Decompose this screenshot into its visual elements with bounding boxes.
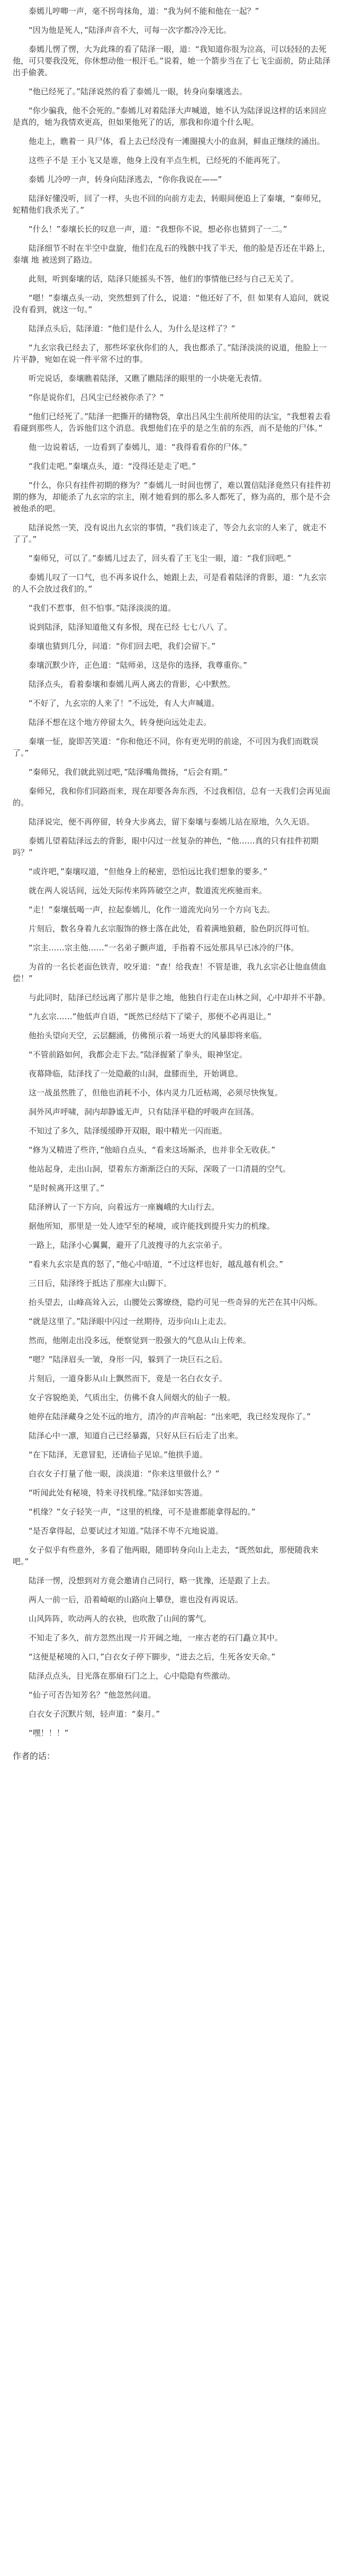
paragraph: “我们走吧。”秦壤点头，道：“没得还是走了吧。” [29, 461, 196, 471]
paragraph: 两人一前一后，沿着崎岖的山路向上攀登，谁也没有再说话。 [29, 1595, 243, 1604]
paragraph: “他们已经死了。”陆泽一把撕开的储物袋，拿出吕风尘生前所使用的法宝，“我想着去看看碰到那些人，告诉他们这个消息。我想他们在乎的是之生前的东西，而不是他的尸体。” [13, 412, 331, 433]
paragraph: 片刻后，一道身影从山上飘然而下，竟是一名白衣女子。 [29, 1374, 228, 1383]
paragraph: 与此同时，陆泽已经远离了那片是非之地，他独自行走在山林之间，心中却并不平静。 [29, 993, 331, 1002]
paragraph: 据他所知，那里是一处人迹罕至的秘境，或许能找到提升实力的机缘。 [29, 1221, 275, 1231]
paragraph: 抬头望去，山峰高耸入云，山腰处云雾缭绕，隐约可见一些奇异的光芒在其中闪烁。 [29, 1298, 323, 1307]
paragraph: 说到陆泽，陆泽知道他又有多恨，现在已经 七七八八 了。 [29, 622, 232, 632]
paragraph: 秦壤一怔，旋即苦笑道：“你和他还不同，你有更光明的前途，不可因为我们而耽误了。” [13, 737, 319, 758]
paragraph: 她停在陆泽藏身之处不远的地方，清冷的声音响起：“出来吧，我已经发现你了。” [29, 1412, 311, 1421]
paragraph: 白衣女子沉默片刻，轻声道：“秦月。” [29, 1709, 160, 1719]
paragraph: “宗主……宗主他……”一名弟子颤声道，手指着不远处那具早已冰冷的尸体。 [29, 943, 299, 953]
paragraph: 这些子不是 王小飞又是谁，他身上没有半点生机，已经死的不能再死了。 [29, 156, 285, 165]
paragraph: 陆泽点点头，目光落在那扇石门之上，心中隐隐有些激动。 [29, 1671, 236, 1681]
article-body [13, 5, 331, 1720]
paragraph: “九玄宗我已经去了，那些坏家伙你们的人，我也都杀了。”陆泽淡淡的说道，他脸上一片平静，宛如在说一件平常不过的事。 [13, 343, 327, 364]
paragraph: 泰嫣儿望着陆泽远去的背影，眼中闪过一丝复杂的神色，“他……真的只有挂件初期吗？” [13, 836, 319, 857]
paragraph: “就是这里了。”陆泽眼中闪过一丝期待，迈步向山上走去。 [29, 1317, 232, 1326]
paragraph: 陆泽说然一笑，没有说出九玄宗的事情，“我们该走了，等会九玄宗的人来了，就走不了了。” [13, 523, 327, 544]
author-note-label: 作者的话： [13, 1751, 56, 1761]
paragraph: 洞外风声呼啸，洞内却静谧无声，只有陆泽平稳的呼吸声在回荡。 [29, 1107, 259, 1117]
paragraph: “是时候离开这里了。” [29, 1183, 105, 1193]
paragraph: 秦师兄，我和你们同路而来，现在却要各奔东西，不过我相信，总有一天我们会再见面的。 [13, 786, 331, 808]
paragraph: “仙子可否告知芳名？”他忽然问道。 [29, 1690, 156, 1700]
paragraph: 夜幕降临，陆泽找了一处隐蔽的山洞，盘膝而坐，开始调息。 [29, 1069, 243, 1078]
paragraph: 泰壤也猜到几分，问道：“你们回去吧，我们会留下。” [29, 641, 216, 651]
paragraph: 听完说话，泰壤瞧着陆泽，又瞧了瞧陆泽的眼里的一小块毫无表情。 [29, 374, 267, 383]
paragraph: 陆泽点头，看着泰壤和泰嫣儿两人离去的背影，心中默然。 [29, 679, 236, 689]
paragraph: 陆泽细节不时在半空中盘旋，他们在乱石的残骸中找了半天，他的脸是否还在半路上，泰壤 地 被送到了路边。 [13, 243, 331, 265]
paragraph: 陆泽心中一凛，知道自己已经暴露，只好从巨石后走了出来。 [29, 1431, 243, 1440]
paragraph: 女子容貌绝美，气质出尘，仿佛不食人间烟火的仙子一般。 [29, 1393, 236, 1402]
paragraph: 泰嫣 儿冷哼一声，转身向陆泽逃去，“你你我说在——” [29, 175, 222, 184]
paragraph: 泰嫣儿哼唧一声，毫不拐弯抹角，道：“我为何不能和他在一起？” [29, 6, 259, 16]
paragraph: “你是说你们，吕风尘已经被你杀了？” [29, 393, 164, 402]
paragraph: 片刻后，数名身着九玄宗服饰的修士落在此处，看着满地狼藉，脸色阴沉得可怕。 [29, 924, 315, 933]
paragraph: 陆泽点头后，陆泽道：“他们是什么人，为什么是这样了？” [29, 324, 236, 333]
paragraph: 泰嫣儿叹了一口气，也不再多说什么，她跟上去，可是看着陆泽的背影，道：“九玄宗的人不会放过我们的。” [13, 573, 327, 594]
paragraph: 不知过了多久，陆泽缓缓睁开双眼，眼中精光一闪而逝。 [29, 1126, 228, 1136]
paragraph: 三日后，陆泽终于抵达了那座大山脚下。 [29, 1278, 172, 1288]
paragraph: 他站起身，走出山洞，望着东方渐渐泛白的天际，深吸了一口清晨的空气。 [29, 1164, 291, 1174]
paragraph: 就在两人说话间，远处天际传来阵阵破空之声，数道流光疾驰而来。 [29, 886, 267, 895]
paragraph: 他一边说着话，一边看到了泰嫣儿，道：“我得看看你的尸体。” [29, 442, 248, 452]
paragraph: 陆泽辨认了一下方向，向着远方一座巍峨的大山行去。 [29, 1202, 220, 1212]
paragraph: “秦师兄，我们就此别过吧，”陆泽嘴角微扬，“后会有期。” [29, 767, 228, 777]
paragraph: “或许吧，”秦壤叹道，“但他身上的秘密，恐怕远比我们想象的要多。” [29, 867, 268, 876]
paragraph: “不管前路如何，我都会走下去。”陆泽握紧了拳头，眼神坚定。 [29, 1050, 248, 1059]
paragraph: 山风阵阵，吹动两人的衣袂，也吹散了山间的雾气。 [29, 1614, 212, 1623]
paragraph: 泰壤沉默少许，正色道：“陆师弟，这是你的选择，我尊重你。” [29, 660, 248, 670]
paragraph: 他抬头望向天空，云层翻涌，仿佛预示着一场更大的风暴即将来临。 [29, 1031, 267, 1040]
paragraph: 不知走了多久，前方忽然出现一片开阔之地，一座古老的石门矗立其中。 [29, 1633, 283, 1643]
paragraph: 一路上，陆泽小心翼翼，避开了几波搜寻的九玄宗弟子。 [29, 1240, 228, 1250]
paragraph: “看来九玄宗是真的怒了，”他心中暗道，“不过这样也好，越乱越有机会。” [29, 1259, 284, 1269]
paragraph: “机缘？”女子轻笑一声，“这里的机缘，可不是谁都能拿得起的。” [29, 1507, 256, 1517]
paragraph: “嗯？”陆泽眉头一皱，身形一闪，躲到了一块巨石之后。 [29, 1355, 228, 1364]
paragraph: 为首的一名长老面色铁青，咬牙道：“查！给我查！不管是谁，我九玄宗必让他血债血偿！” [13, 962, 327, 983]
paragraph: 陆泽一愣，没想到对方竟会邀请自己同行，略一犹豫，还是跟了上去。 [29, 1576, 275, 1585]
paragraph: “走！”秦壤低喝一声，拉起泰嫣儿，化作一道流光向另一个方向飞去。 [29, 905, 275, 914]
paragraph: 白衣女子打量了他一眼，淡淡道：“你来这里做什么？” [29, 1469, 220, 1479]
exclaim-line: “嘿！！！” [29, 1728, 69, 1738]
paragraph: “因为他是死人，”陆泽声音不大，可每一次字都冷冷无比。 [29, 25, 232, 35]
paragraph: 然而，他刚走出没多远，便察觉到一股强大的气息从山上传来。 [29, 1336, 251, 1345]
paragraph: “修为又精进了些许，”他暗自点头，“看来这场厮杀，也并非全无收获。” [29, 1145, 276, 1155]
paragraph: “是否拿得起，总要试过才知道。”陆泽不卑不亢地说道。 [29, 1526, 224, 1536]
paragraph: “我们不惹事，但不怕事。”陆泽淡淡的道。 [29, 603, 176, 613]
paragraph: 陆泽说完，便不再停留，转身大步离去，留下秦壤与泰嫣儿站在原地，久久无语。 [29, 817, 315, 827]
paragraph: “你少骗我，他不会死的。”泰嫣儿对着陆泽大声喊道，她不认为陆泽说这样的话来回应是真的，她为我情欢更高，但如果他死了的话，那我和你道个什么呢。 [13, 106, 327, 127]
paragraph: “他已经死了。”陆泽说然的看了泰嫣儿一眼，转身向秦壤逃去。 [29, 87, 248, 96]
paragraph: “什么！”泰壤长长的叹息一声，道：“我想你不说，想必你也猜到了一二。” [29, 224, 287, 234]
paragraph: 此刻，听到秦壤的话，陆泽只能摇头不答，他们的事情他已经与自己无关了。 [29, 274, 299, 284]
paragraph: “嗯！”泰壤点头一动，突然想到了什么，说道：“他还好了不，但 如果有人追问，就说没有看到，就这一句。” [13, 293, 330, 314]
paragraph: 陆泽好懂没听，回了一样，头也不回的向前方走去，转眼间便追上了秦壤，“秦师兄，蛇精他们我杀光了。” [13, 194, 327, 215]
paragraph: “听闻此处有秘境，特来寻找机缘。”陆泽如实答道。 [29, 1488, 208, 1498]
paragraph: “什么，你只有挂件初期的修为？”泰嫣儿一时间也愣了，难以置信陆泽竟然只有挂件初期的修为，却能杀了九玄宗的宗主，刚才她看到的那么多人都死了，修为高的，那个是不会被他杀的吧。 [13, 480, 331, 513]
paragraph: “九玄宗……”他低声自语，“既然已经结下了梁子，那便不必再退让。” [29, 1012, 271, 1021]
paragraph: 这一战虽然胜了，但他也消耗不小，体内灵力几近枯竭，必须尽快恢复。 [29, 1088, 283, 1097]
paragraph: “不好了，九玄宗的人来了！”不远处，有人大声喊道。 [29, 699, 220, 708]
paragraph: 女子似乎有些意外，多看了他两眼，随即转身向山上走去，“既然如此，那便随我来吧。” [13, 1545, 319, 1566]
paragraph: 陆泽不想在这个地方停留太久，转身便向远处走去。 [29, 718, 212, 727]
paragraph: “这便是秘境的入口，”白衣女子停下脚步，“进去之后，生死各安天命。” [29, 1652, 276, 1662]
paragraph: 泰嫣儿愣了愣，大为此珠的看了陆泽一眼，道：“我知道你很为泣高，可以轻轻的去死他，可只要我没死，你休想动他一根汗毛。”说着，她一个箭步当在了七飞尘面前，防止陆泽出手偷袭。 [13, 44, 331, 77]
paragraph: 他走上，瞧着一 具尸体，看上去已经没有一滩圈摸大小的血洞，鲜血正继续的涌出。 [29, 137, 325, 146]
paragraph: “在下陆泽，无意冒犯，还请仙子见谅。”他拱手道。 [29, 1450, 208, 1459]
paragraph: “秦师兄，可以了。”泰嫣儿过去了，回头看了王飞尘一眼，道：“我们回吧。” [29, 554, 292, 563]
